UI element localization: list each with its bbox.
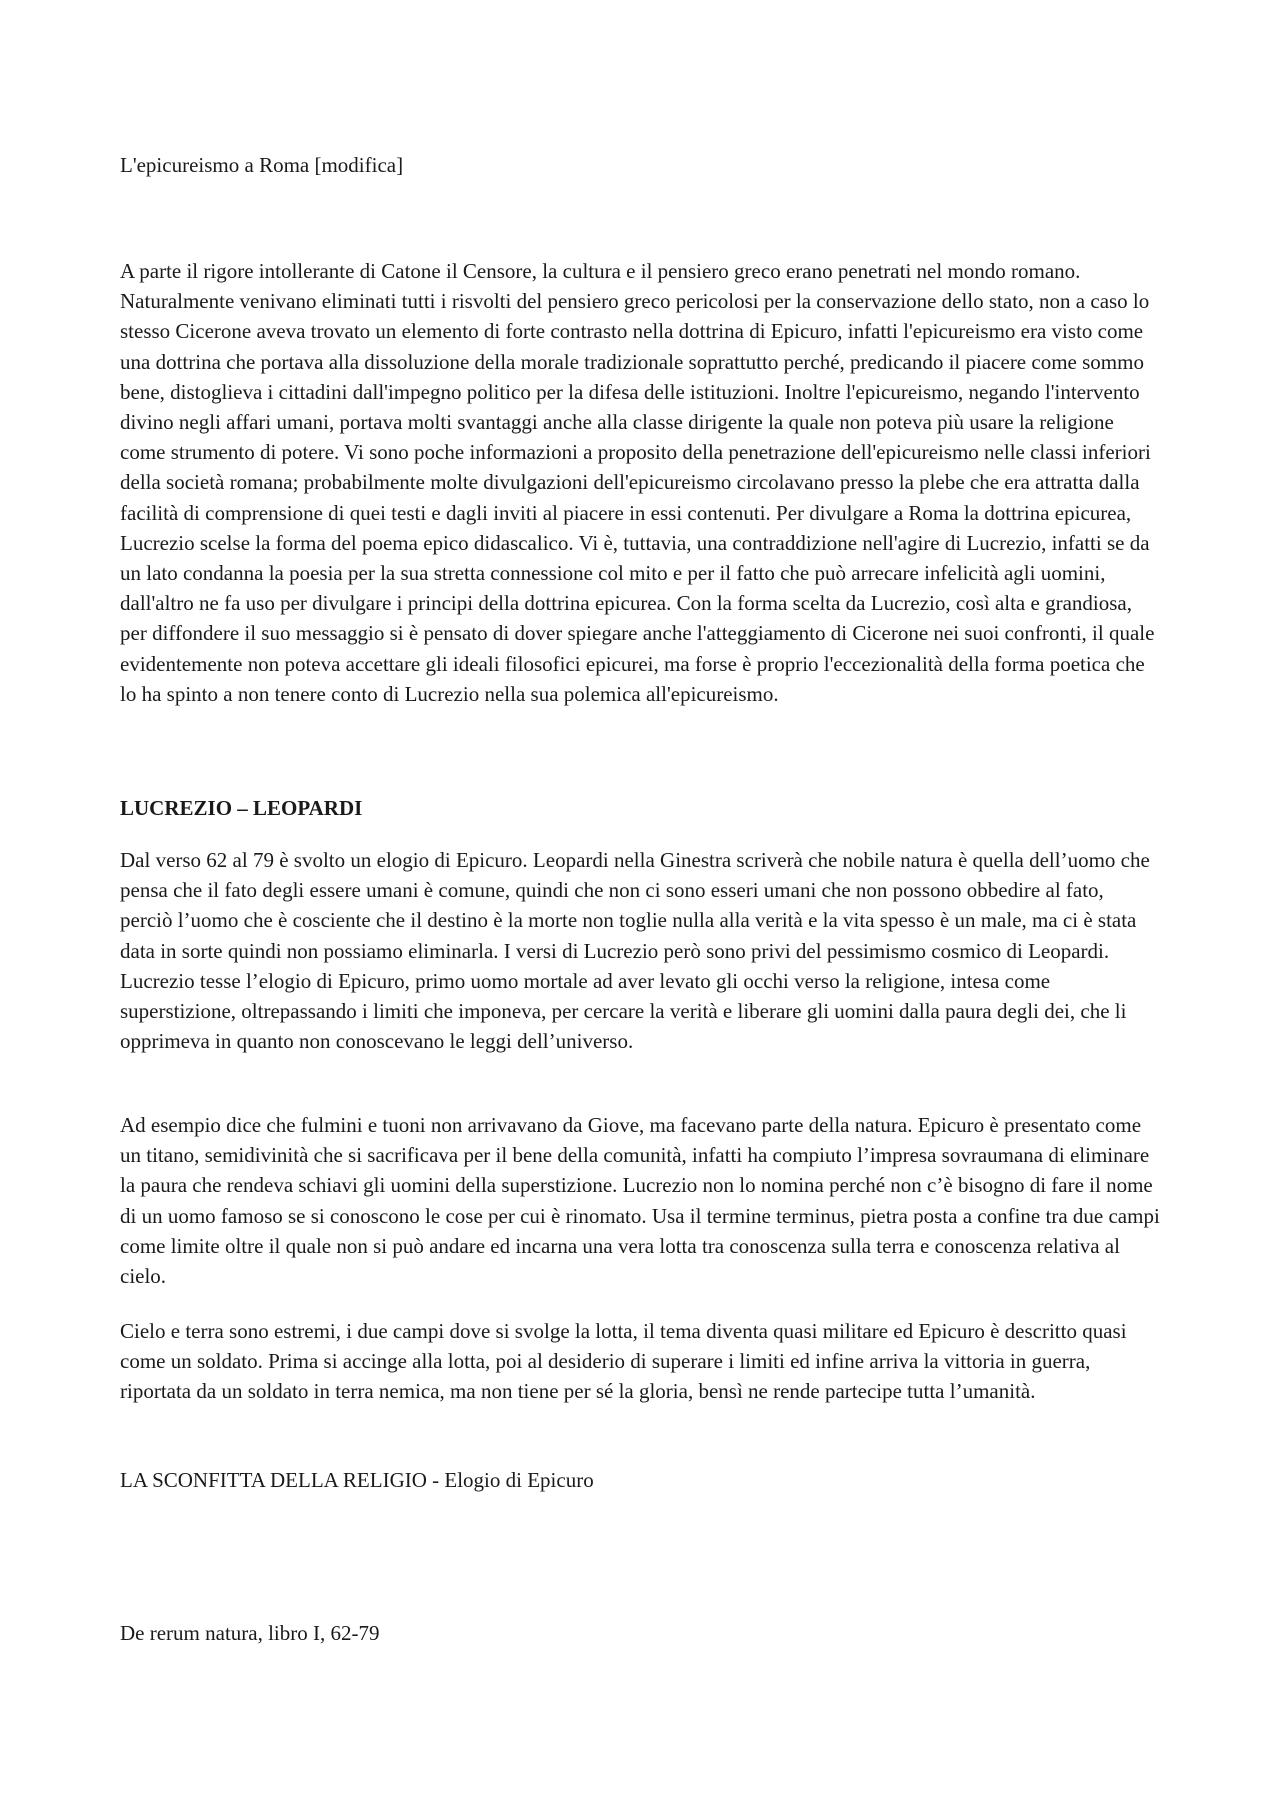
paragraph-epicureismo-roma: A parte il rigore intollerante di Catone il Censore, la cultura e il pensiero greco erano penetrati nel mondo romano. Naturalmente venivano eliminati tutti i risvolti del pensiero greco pericolosi per la conservazione dello stato, non a caso lo stesso Cicerone aveva trovato un elemento di forte contrasto nella dottrina di Epicuro, infatti l'epicureismo era visto come una dottrina che portava alla dissoluzione della morale tradizionale soprattutto perché, predicando il piacere come sommo bene, distoglieva i cittadini dall'impegno politico per la difesa delle istituzioni. Inoltre l'epicureismo, negando l'intervento divino negli affari umani, portava molti svantaggi anche alla classe dirigente la quale non poteva più usare la religione come strumento di potere. Vi sono poche informazioni a proposito della penetrazione dell'epicureismo nelle classi inferiori della società romana; probabilmente molte divulgazioni dell'epicureismo circolavano presso la plebe che era attratta dalla facilità di comprensione di quei testi e dagli inviti al piacere in essi contenuti. Per divulgare a Roma la dottrina epicurea, Lucrezio scelse la forma del poema epico didascalico. Vi è, tuttavia, una contraddizione nell'agire di Lucrezio, infatti se da un lato condanna la poesia per la sua stretta connessione col mito e per il fatto che può arrecare infelicità agli uomini, dall'altro ne fa uso per divulgare i principi della dottrina epicurea. Con la forma scelta da Lucrezio, così alta e grandiosa, per diffondere il suo messaggio si è pensato di dover spiegare anche l'atteggiamento di Cicerone nei suoi confronti, il quale evidentemente non poteva accettare gli ideali filosofici epicurei, ma forse è proprio l'eccezionalità della forma poetica che lo ha spinto a non tenere conto di Lucrezio nella sua polemica all'epicureismo. <box>120 259 1155 706</box>
paragraph-cielo-terra: Cielo e terra sono estremi, i due campi dove si svolge la lotta, il tema diventa quasi militare ed Epicuro è descritto quasi come un soldato. Prima si accinge alla lotta, poi al desiderio di superare i limiti ed infine arriva la vittoria in guerra, riportata da un soldato in terra nemica, ma non tiene per sé la gloria, bensì ne rende partecipe tutta l’umanità. <box>120 1319 1127 1404</box>
paragraph-elogio-epicuro: Dal verso 62 al 79 è svolto un elogio di Epicuro. Leopardi nella Ginestra scriverà che nobile natura è quella dell’uomo che pensa che il fato degli essere umani è comune, quindi che non ci sono esseri umani che non possono obbedire al fato, perciò l’uomo che è cosciente che il destino è la morte non toglie nulla alla verità e la vita spesso è un male, ma ci è stata data in sorte quindi non possiamo eliminarla. I versi di Lucrezio però sono privi del pessimismo cosmico di Leopardi. Lucrezio tesse l’elogio di Epicuro, primo uomo mortale ad aver levato gli occhi verso la religione, intesa come superstizione, oltrepassando i limiti che imponeva, per cercare la verità e liberare gli uomini dalla paura degli dei, che li opprimeva in quanto non conoscevano le leggi dell’universo. <box>120 848 1150 1054</box>
subheading-lucrezio-leopardi: LUCREZIO – LEOPARDI <box>120 796 363 820</box>
paragraph-fulmini-tuoni: Ad esempio dice che fulmini e tuoni non arrivavano da Giove, ma facevano parte della natura. Epicuro è presentato come un titano, semidivinità che si sacrificava per il bene della comunità, infatti ha compiuto l’impresa sovraumana di eliminare la paura che rendeva schiavi gli uomini della superstizione. Lucrezio non lo nomina perché non c’è bisogno di fare il nome di un uomo famoso se si conoscono le cose per cui è rinomato. Usa il termine terminus, pietra posta a confine tra due campi come limite oltre il quale non si può andare ed incarna una vera lotta tra conoscenza sulla terra e conoscenza relativa al cielo. <box>120 1113 1160 1289</box>
section-title: L'epicureismo a Roma [modifica] <box>120 153 404 177</box>
source-reference: De rerum natura, libro I, 62-79 <box>120 1621 380 1645</box>
caption-title: LA SCONFITTA DELLA RELIGIO - Elogio di Epicuro <box>120 1468 594 1492</box>
